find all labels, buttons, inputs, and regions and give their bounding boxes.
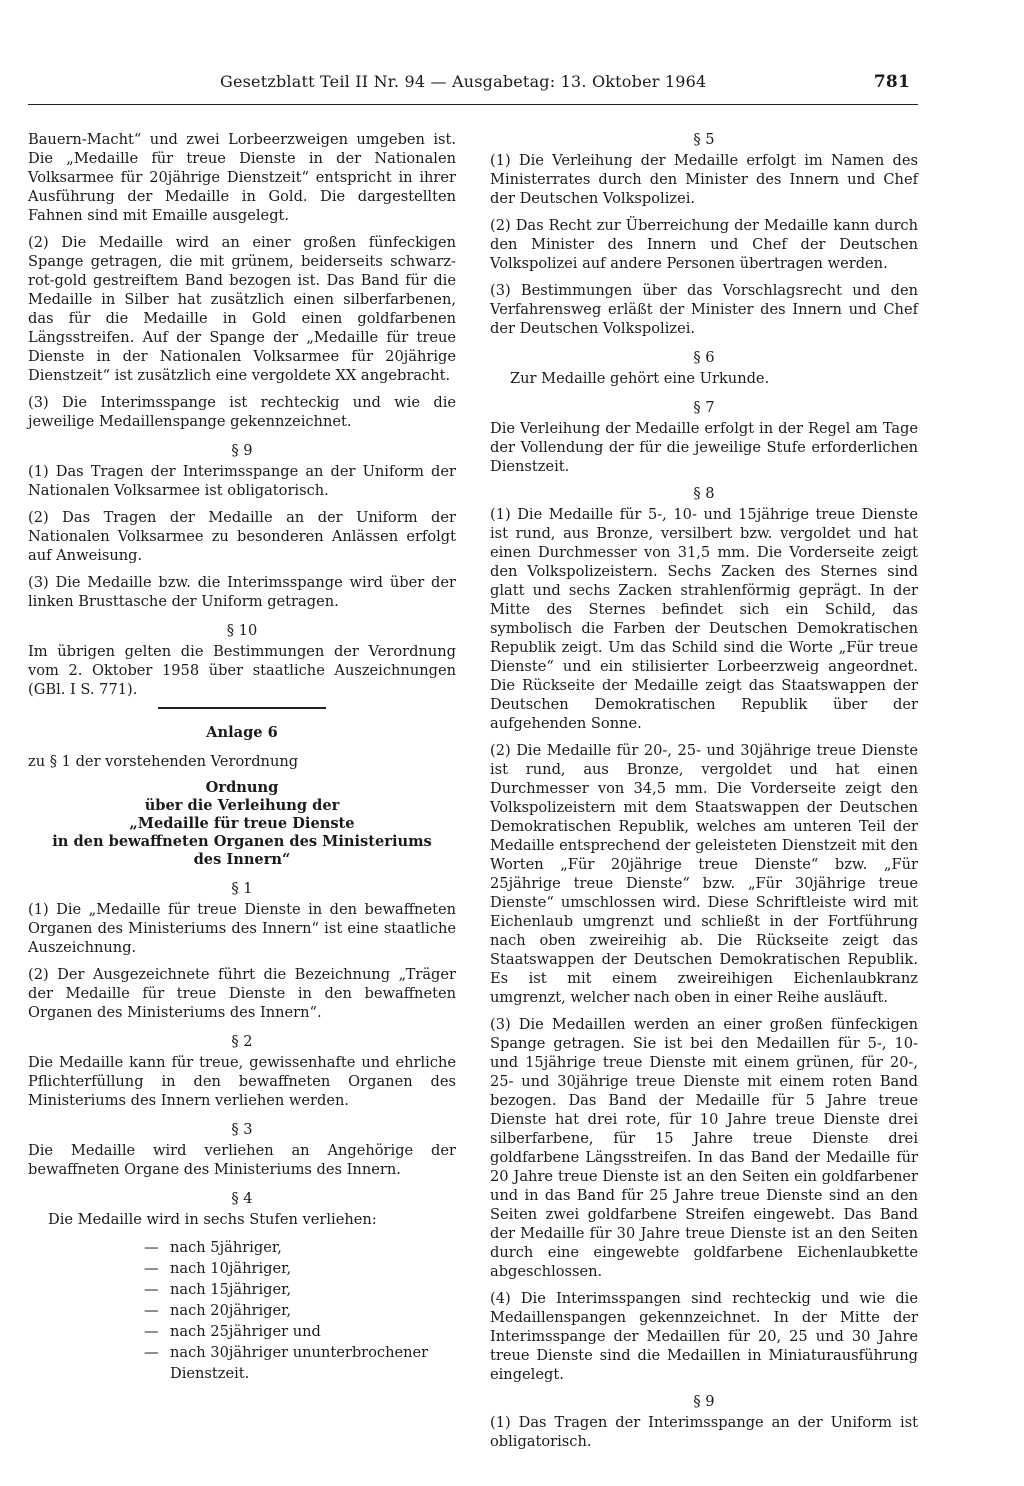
section-heading: § 5 bbox=[693, 131, 715, 148]
ordinance-title-line: „Medaille für treue Dienste bbox=[129, 815, 355, 832]
paragraph: (1) Das Tragen der Interimsspange an der Uniform ist obligatorisch. bbox=[490, 1414, 918, 1450]
paragraph: Die Verleihung der Medaille erfolgt in der Regel am Tage der Vollendung der für die jeweilige Stufe erforderlichen Dienstzeit. bbox=[490, 420, 918, 475]
list-item-text: nach 10jähriger, bbox=[170, 1260, 292, 1277]
ordinance-title-line: in den bewaffneten Organen des Ministeriums bbox=[52, 833, 432, 850]
section-heading: § 1 bbox=[231, 880, 253, 897]
paragraph: Die Medaille wird verliehen an Angehörige der bewaffneten Organe des Ministeriums des Innern. bbox=[28, 1142, 456, 1178]
paragraph: (1) Das Tragen der Interimsspange an der Uniform der Nationalen Volksarmee ist obligatorisch. bbox=[28, 463, 456, 499]
dash-bullet: — bbox=[144, 1281, 159, 1298]
paragraph: (2) Die Medaille für 20-, 25- und 30jährige treue Dienste ist rund, aus Bronze, vergoldet und hat einen Durchmesser von 34,5 mm. Die Vorderseite zeigt den Volkspolizeistern mit dem Staatswappen der Deutschen Demokratischen Republik, welches am unteren Teil der Medaille entsprechend der geleisteten Dienstzeit mit den Worten „Für 20jährige treue Dienste“ bzw. „Für 25jährige treue Dienste“ bzw. „Für 30jährige treue Dienste“ umschlossen wird. Diese Schriftleiste wird mit Eichenlaub umgrenzt und schließt in der Fortführung nach oben zweireihig ab. Die Rückseite zeigt das Staatswappen der Deutschen Demokratischen Republik. Es ist mit einem zweireihigen Eichenlaubkranz umgrenzt, welcher nach oben in einer Reihe ausläuft. bbox=[490, 742, 918, 1006]
page-number: 781 bbox=[873, 72, 910, 92]
annex-title: Anlage 6 bbox=[206, 724, 278, 741]
page-header bbox=[220, 72, 910, 96]
ordinance-title-line: des Innern“ bbox=[193, 851, 291, 868]
paragraph: (1) Die Medaille für 5-, 10- und 15jährige treue Dienste ist rund, aus Bronze, versilbert bzw. vergoldet und hat einen Durchmesser von 31,5 mm. Die Vorderseite zeigt den Volkspolizeistern. Sechs Zacken des Sternes sind glatt und sechs Zacken strahlenförmig geprägt. In der Mitte des Sternes befindet sich ein Schild, das symbolisch die Farben der Deutschen Demokratischen Republik zeigt. Um das Schild sind die Worte „Für treue Dienste“ und ein stilisierter Lorbeerzweig angeordnet. Die Rückseite der Medaille zeigt das Staatswappen der Deutschen Demokratischen Republik über der aufgehenden Sonne. bbox=[490, 506, 918, 732]
ordinance-title-line: Ordnung bbox=[205, 779, 279, 796]
header-title: Gesetzblatt Teil II Nr. 94 — Ausgabetag: 13. Oktober 1964 bbox=[220, 72, 707, 91]
dash-bullet: — bbox=[144, 1260, 159, 1277]
paragraph: (3) Die Medaillen werden an einer großen fünfeckigen Spange getragen. Sie ist bei den Medaillen für 5-, 10- und 15jährige treue Dienste mit einem grünen, für 20-, 25- und 30jährige treue Dienste mit einem roten Band bezogen. Das Band der Medaille für 5 Jahre treue Dienste hat drei rote, für 10 Jahre treue Dienste drei silberfarbene, für 15 Jahre treue Dienste drei goldfarbene Längsstreifen. In das Band der Medaille für 20 Jahre treue Dienste ist an den Seiten ein goldfarbener und in das Band für 25 Jahre treue Dienste sind an den Seiten zwei goldfarbene Streifen eingewebt. Das Band der Medaille für 30 Jahre treue Dienste ist an den Seiten durch eine eingewebte goldfarbene Eichenlaubkette abgeschlossen. bbox=[490, 1016, 918, 1280]
paragraph: Zur Medaille gehört eine Urkunde. bbox=[510, 370, 770, 387]
paragraph: Die Medaille kann für treue, gewissenhafte und ehrliche Pflichterfüllung in den bewaffneten Organen des Ministeriums des Innern verliehen werden. bbox=[28, 1054, 456, 1109]
paragraph: (4) Die Interimsspangen sind rechteckig und wie die Medaillenspangen gekennzeichnet. In der Mitte der Interimsspange der Medaillen für 20, 25 und 30 Jahre treue Dienste sind die Medaillen in Miniaturausführung eingelegt. bbox=[490, 1290, 918, 1383]
list-item-text: nach 5jähriger, bbox=[170, 1239, 282, 1256]
paragraph: Im übrigen gelten die Bestimmungen der Verordnung vom 2. Oktober 1958 über staatliche Auszeichnungen (GBl. I S. 771). bbox=[28, 643, 456, 698]
section-heading: § 9 bbox=[693, 1393, 715, 1410]
dash-bullet: — bbox=[144, 1323, 159, 1340]
header-rule bbox=[28, 104, 918, 105]
paragraph: (2) Der Ausgezeichnete führt die Bezeichnung „Träger der Medaille für treue Dienste in den bewaffneten Organen des Ministeriums des Innern“. bbox=[28, 966, 456, 1021]
stage-list bbox=[28, 1237, 456, 1384]
section-heading: § 2 bbox=[231, 1033, 253, 1050]
annex-subtitle: zu § 1 der vorstehenden Verordnung bbox=[28, 753, 299, 770]
list-item-text: nach 20jähriger, bbox=[170, 1302, 292, 1319]
list-item bbox=[144, 1321, 456, 1342]
paragraph: (3) Bestimmungen über das Vorschlagsrecht und den Verfahrensweg erläßt der Minister des Innern und Chef der Deutschen Volkspolizei. bbox=[490, 282, 918, 337]
ordinance-title-line: über die Verleihung der bbox=[144, 797, 340, 814]
section-heading: § 4 bbox=[231, 1190, 253, 1207]
paragraph: (2) Das Tragen der Medaille an der Uniform der Nationalen Volksarmee zu besonderen Anlässen erfolgt auf Anweisung. bbox=[28, 509, 456, 564]
section-heading: § 8 bbox=[693, 485, 715, 502]
list-item-text: nach 30jähriger ununterbrochener Dienstzeit. bbox=[170, 1344, 429, 1382]
left-column bbox=[28, 130, 456, 1384]
list-item-text: nach 25jähriger und bbox=[170, 1323, 321, 1340]
list-item bbox=[144, 1258, 456, 1279]
right-column bbox=[490, 130, 918, 1459]
section-heading: § 9 bbox=[231, 442, 253, 459]
section-heading: § 3 bbox=[231, 1121, 253, 1138]
section-heading: § 6 bbox=[693, 349, 715, 366]
section-divider bbox=[158, 707, 326, 709]
paragraph: (3) Die Medaille bzw. die Interimsspange wird über der linken Brusttasche der Uniform getragen. bbox=[28, 574, 456, 610]
paragraph: (2) Das Recht zur Überreichung der Medaille kann durch den Minister des Innern und Chef der Deutschen Volkspolizei auf andere Personen übertragen werden. bbox=[490, 217, 918, 272]
section-heading: § 10 bbox=[226, 622, 258, 639]
list-item bbox=[144, 1300, 456, 1321]
dash-bullet: — bbox=[144, 1302, 159, 1319]
paragraph: Bauern-Macht“ und zwei Lorbeerzweigen umgeben ist. Die „Medaille für treue Dienste in der Nationalen Volksarmee für 20jährige Dienstzeit“ entspricht in ihrer Ausführung der Medaille in Gold. Die dargestellten Fahnen sind mit Emaille ausgelegt. bbox=[28, 131, 456, 224]
ordinance-title bbox=[28, 779, 456, 869]
paragraph: (1) Die Verleihung der Medaille erfolgt im Namen des Ministerrates durch den Minister des Innern und Chef der Deutschen Volkspolizei. bbox=[490, 152, 918, 207]
section-heading: § 7 bbox=[693, 399, 715, 416]
dash-bullet: — bbox=[144, 1344, 159, 1361]
paragraph: Die Medaille wird in sechs Stufen verliehen: bbox=[48, 1211, 377, 1228]
list-item bbox=[144, 1279, 456, 1300]
list-item bbox=[144, 1237, 456, 1258]
paragraph: (2) Die Medaille wird an einer großen fünfeckigen Spange getragen, die mit grünem, beiderseits schwarz-rot-gold gestreiftem Band bezogen ist. Das Band für die Medaille in Silber hat zusätzlich einen silberfarbenen, das für die Medaille in Gold einen goldfarbenen Längsstreifen. Auf der Spange der „Medaille für treue Dienste in der Nationalen Volksarmee für 20jährige Dienstzeit“ ist zusätzlich eine vergoldete XX angebracht. bbox=[28, 234, 456, 384]
list-item bbox=[144, 1342, 456, 1384]
paragraph: (3) Die Interimsspange ist rechteckig und wie die jeweilige Medaillenspange gekennzeichnet. bbox=[28, 394, 456, 430]
dash-bullet: — bbox=[144, 1239, 159, 1256]
list-item-text: nach 15jähriger, bbox=[170, 1281, 292, 1298]
paragraph: (1) Die „Medaille für treue Dienste in den bewaffneten Organen des Ministeriums des Innern“ ist eine staatliche Auszeichnung. bbox=[28, 901, 456, 956]
